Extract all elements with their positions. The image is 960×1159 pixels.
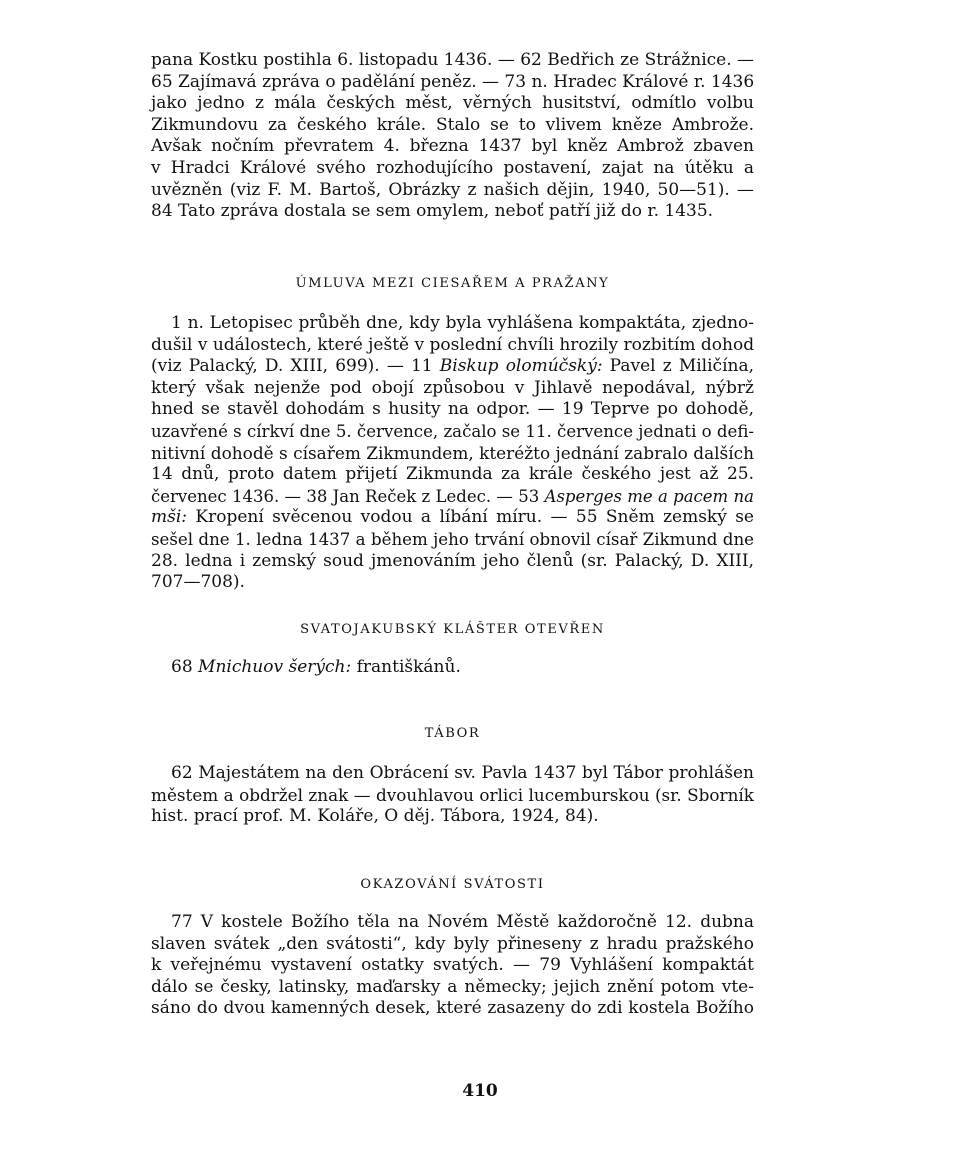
text-line: nitivní dohodě s císařem Zikmundem, kteréžto jednání zabralo dalších xyxy=(151,442,754,463)
text-line: 707—708). xyxy=(151,572,245,593)
italic-term: Biskup olomúčský: xyxy=(439,356,603,377)
section-heading-tabor: TÁBOR xyxy=(424,726,481,741)
svatojakubsky-paragraph xyxy=(151,657,754,679)
text-line: uvězněn (viz F. M. Bartoš, Obrázky z našich dějin, 1940, 50—51). — xyxy=(151,179,754,200)
text-line: 62 Majestátem na den Obrácení sv. Pavla 1437 byl Tábor prohlášen xyxy=(171,763,754,783)
text-line: uzavřené s církví dne 5. července, začalo se 11. července jednati o defi- xyxy=(151,421,754,441)
text-line: městem a obdržel znak — dvouhlavou orlici lucemburskou (sr. Sborník xyxy=(151,784,754,805)
text-line: hist. prací prof. M. Koláře, O děj. Tábora, 1924, 84). xyxy=(151,806,599,827)
text-line: Zikmundovu za českého krále. Stalo se to vlivem kněze Ambrože. xyxy=(151,114,754,135)
text-line: 77 V kostele Božího těla na Novém Městě každoročně 12. dubna xyxy=(171,912,754,932)
intro-paragraph xyxy=(151,50,754,223)
text-line: 84 Tato zpráva dostala se sem omylem, neboť patří již do r. 1435. xyxy=(151,201,714,222)
section-heading-svatojakubsky: SVATOJAKUBSKÝ KLÁŠTER OTEVŘEN xyxy=(300,622,605,637)
italic-term: mši: xyxy=(151,507,188,528)
text-line: mši: Kropení svěcenou vodou a líbání míru. — 55 Sněm zemský se xyxy=(151,507,754,528)
text-line: k veřejnému vystavení ostatky svatých. — 79 Vyhlášení kompaktát xyxy=(151,955,754,976)
okazovani-paragraph xyxy=(151,912,754,1020)
text-line: jako jedno z mála českých měst, věrných husitství, odmítlo volbu xyxy=(151,93,754,114)
text-line: v Hradci Králové svého rozhodujícího postavení, zajat na útěku a xyxy=(151,157,754,178)
text-line: 1 n. Letopisec průběh dne, kdy byla vyhlášena kompaktáta, zjedno- xyxy=(171,313,754,333)
text-line: dušil v událostech, které ještě v poslední chvíli hrozily rozbitím dohod xyxy=(151,334,755,355)
text-line: červenec 1436. — 38 Jan Reček z Ledec. — 53 Asperges me a pacem na xyxy=(151,486,754,506)
text-line: který však nejenže pod obojí způsobou v Jihlavě nepodával, nýbrž xyxy=(151,377,754,398)
text-line: Avšak nočním převratem 4. března 1437 byl kněz Ambrož zbaven xyxy=(151,136,754,157)
text-line: pana Kostku postihla 6. listopadu 1436. — 62 Bedřich ze Strážnice. — xyxy=(151,50,755,70)
text-line: 65 Zajímavá zpráva o padělání peněz. — 73 n. Hradec Králové r. 1436 xyxy=(151,71,755,92)
text-line: 68 Mnichuov šerých: františkánů. xyxy=(171,657,461,677)
text-line: slaven svátek „den svátosti“, kdy byly přineseny z hradu pražského xyxy=(151,933,754,954)
page-number: 410 xyxy=(462,1081,498,1101)
tabor-paragraph xyxy=(151,763,754,828)
text-line: 28. ledna i zemský soud jmenováním jeho členů (sr. Palacký, D. XIII, xyxy=(151,550,754,571)
text-line: hned se stavěl dohodám s husity na odpor. — 19 Teprve po dohodě, xyxy=(151,399,754,420)
italic-term: Asperges me a pacem na xyxy=(544,486,754,506)
italic-term: Mnichuov šerých: xyxy=(198,657,352,677)
section-heading-umluva: ÚMLUVA MEZI CIESAŘEM A PRAŽANY xyxy=(295,276,610,291)
text-line: (viz Palacký, D. XIII, 699). — 11 Biskup olomúčský: Pavel z Miličína, xyxy=(151,356,754,377)
text-line: sešel dne 1. ledna 1437 a během jeho trvání obnovil císař Zikmund dne xyxy=(151,529,754,549)
text-line: dálo se česky, latinsky, maďarsky a německy; jejich znění potom vte- xyxy=(151,976,754,997)
text-line: sáno do dvou kamenných desek, které zasazeny do zdi kostela Božího xyxy=(151,998,754,1019)
umluva-paragraph xyxy=(151,313,754,594)
text-line: 14 dnů, proto datem přijetí Zikmunda za krále českého jest až 25. xyxy=(151,464,754,485)
section-heading-okazovani: OKAZOVÁNÍ SVÁTOSTI xyxy=(360,877,545,892)
